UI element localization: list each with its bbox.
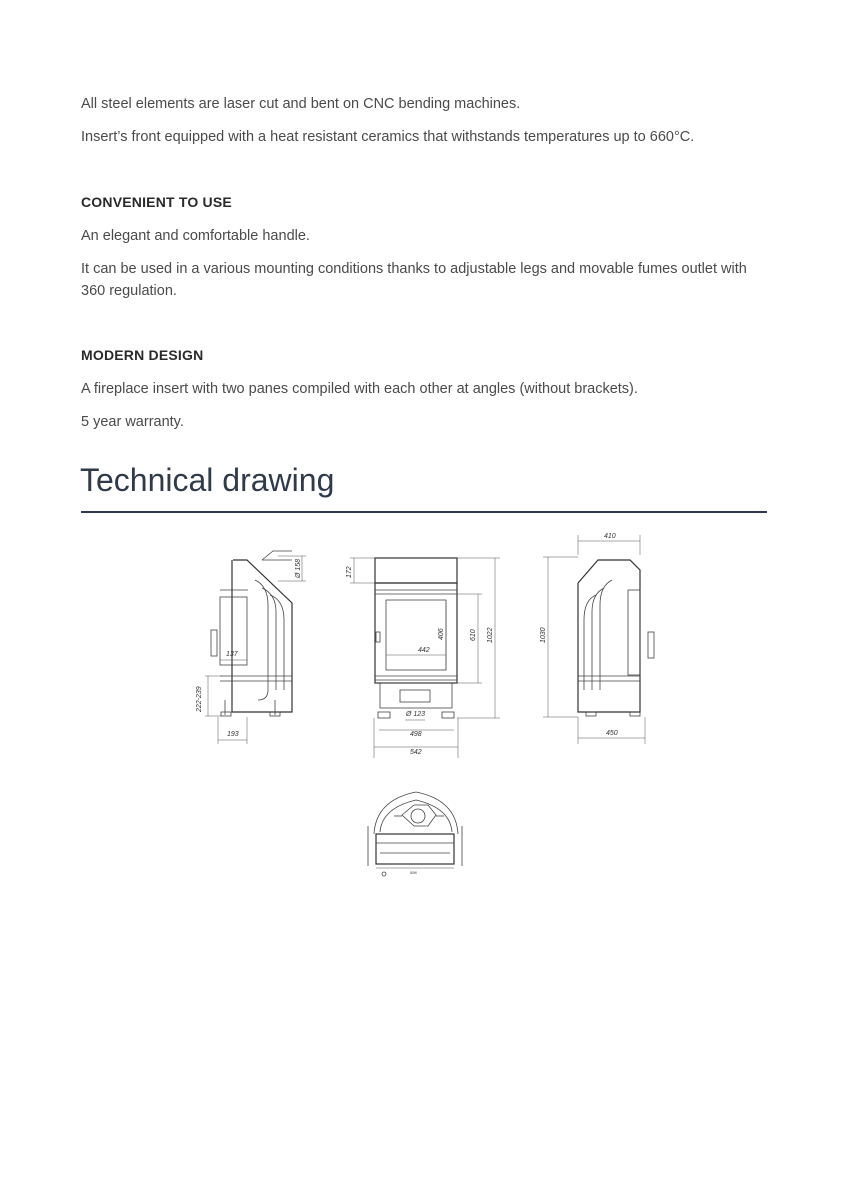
side-view-right [540, 533, 654, 744]
modern-line-panes: A fireplace insert with two panes compiled with each other at angles (without brackets). [81, 381, 638, 397]
dim-outlet-diameter: Ø 158 [295, 558, 302, 578]
convenient-line-mounting: It can be used in a various mounting conditions thanks to adjustable legs and movable fumes outlet with 360 regulation. [81, 261, 747, 299]
convenient-line-handle: An elegant and comfortable handle. [81, 228, 310, 244]
intro-line-laser: All steel elements are laser cut and bent on CNC bending machines. [81, 96, 521, 112]
modern-heading: MODERN DESIGN [81, 347, 204, 363]
front-view [346, 558, 500, 758]
convenient-heading: CONVENIENT TO USE [81, 194, 232, 210]
dim-total-width: 542 [410, 749, 422, 756]
dim-height-610: 610 [470, 629, 477, 641]
dim-top-height: 172 [346, 566, 353, 578]
dim-top-width-right: 410 [604, 533, 616, 540]
dim-bottom-width-left: 193 [227, 731, 239, 738]
dim-leg-range: 222-239 [196, 686, 203, 712]
dim-bottom-width-right: 450 [606, 730, 618, 737]
dim-base-width: 498 [410, 731, 422, 738]
dim-plan-width: 596 [410, 870, 417, 875]
intro-line-ceramics: Insert’s front equipped with a heat resistant ceramics that withstands temperatures up to 660°C. [81, 129, 695, 145]
plan-view [368, 792, 462, 876]
modern-line-warranty: 5 year warranty. [81, 414, 184, 430]
dim-air-diameter: Ø 123 [406, 711, 426, 718]
technical-drawing-title: Technical drawing [80, 462, 335, 498]
dim-height-total: 1022 [487, 627, 494, 643]
side-view-left [196, 551, 306, 744]
dim-glass-width: 442 [418, 647, 430, 654]
dim-glass-height: 406 [438, 628, 445, 640]
dim-height-right: 1030 [540, 627, 547, 643]
dim-glass-depth: 137 [226, 651, 238, 658]
